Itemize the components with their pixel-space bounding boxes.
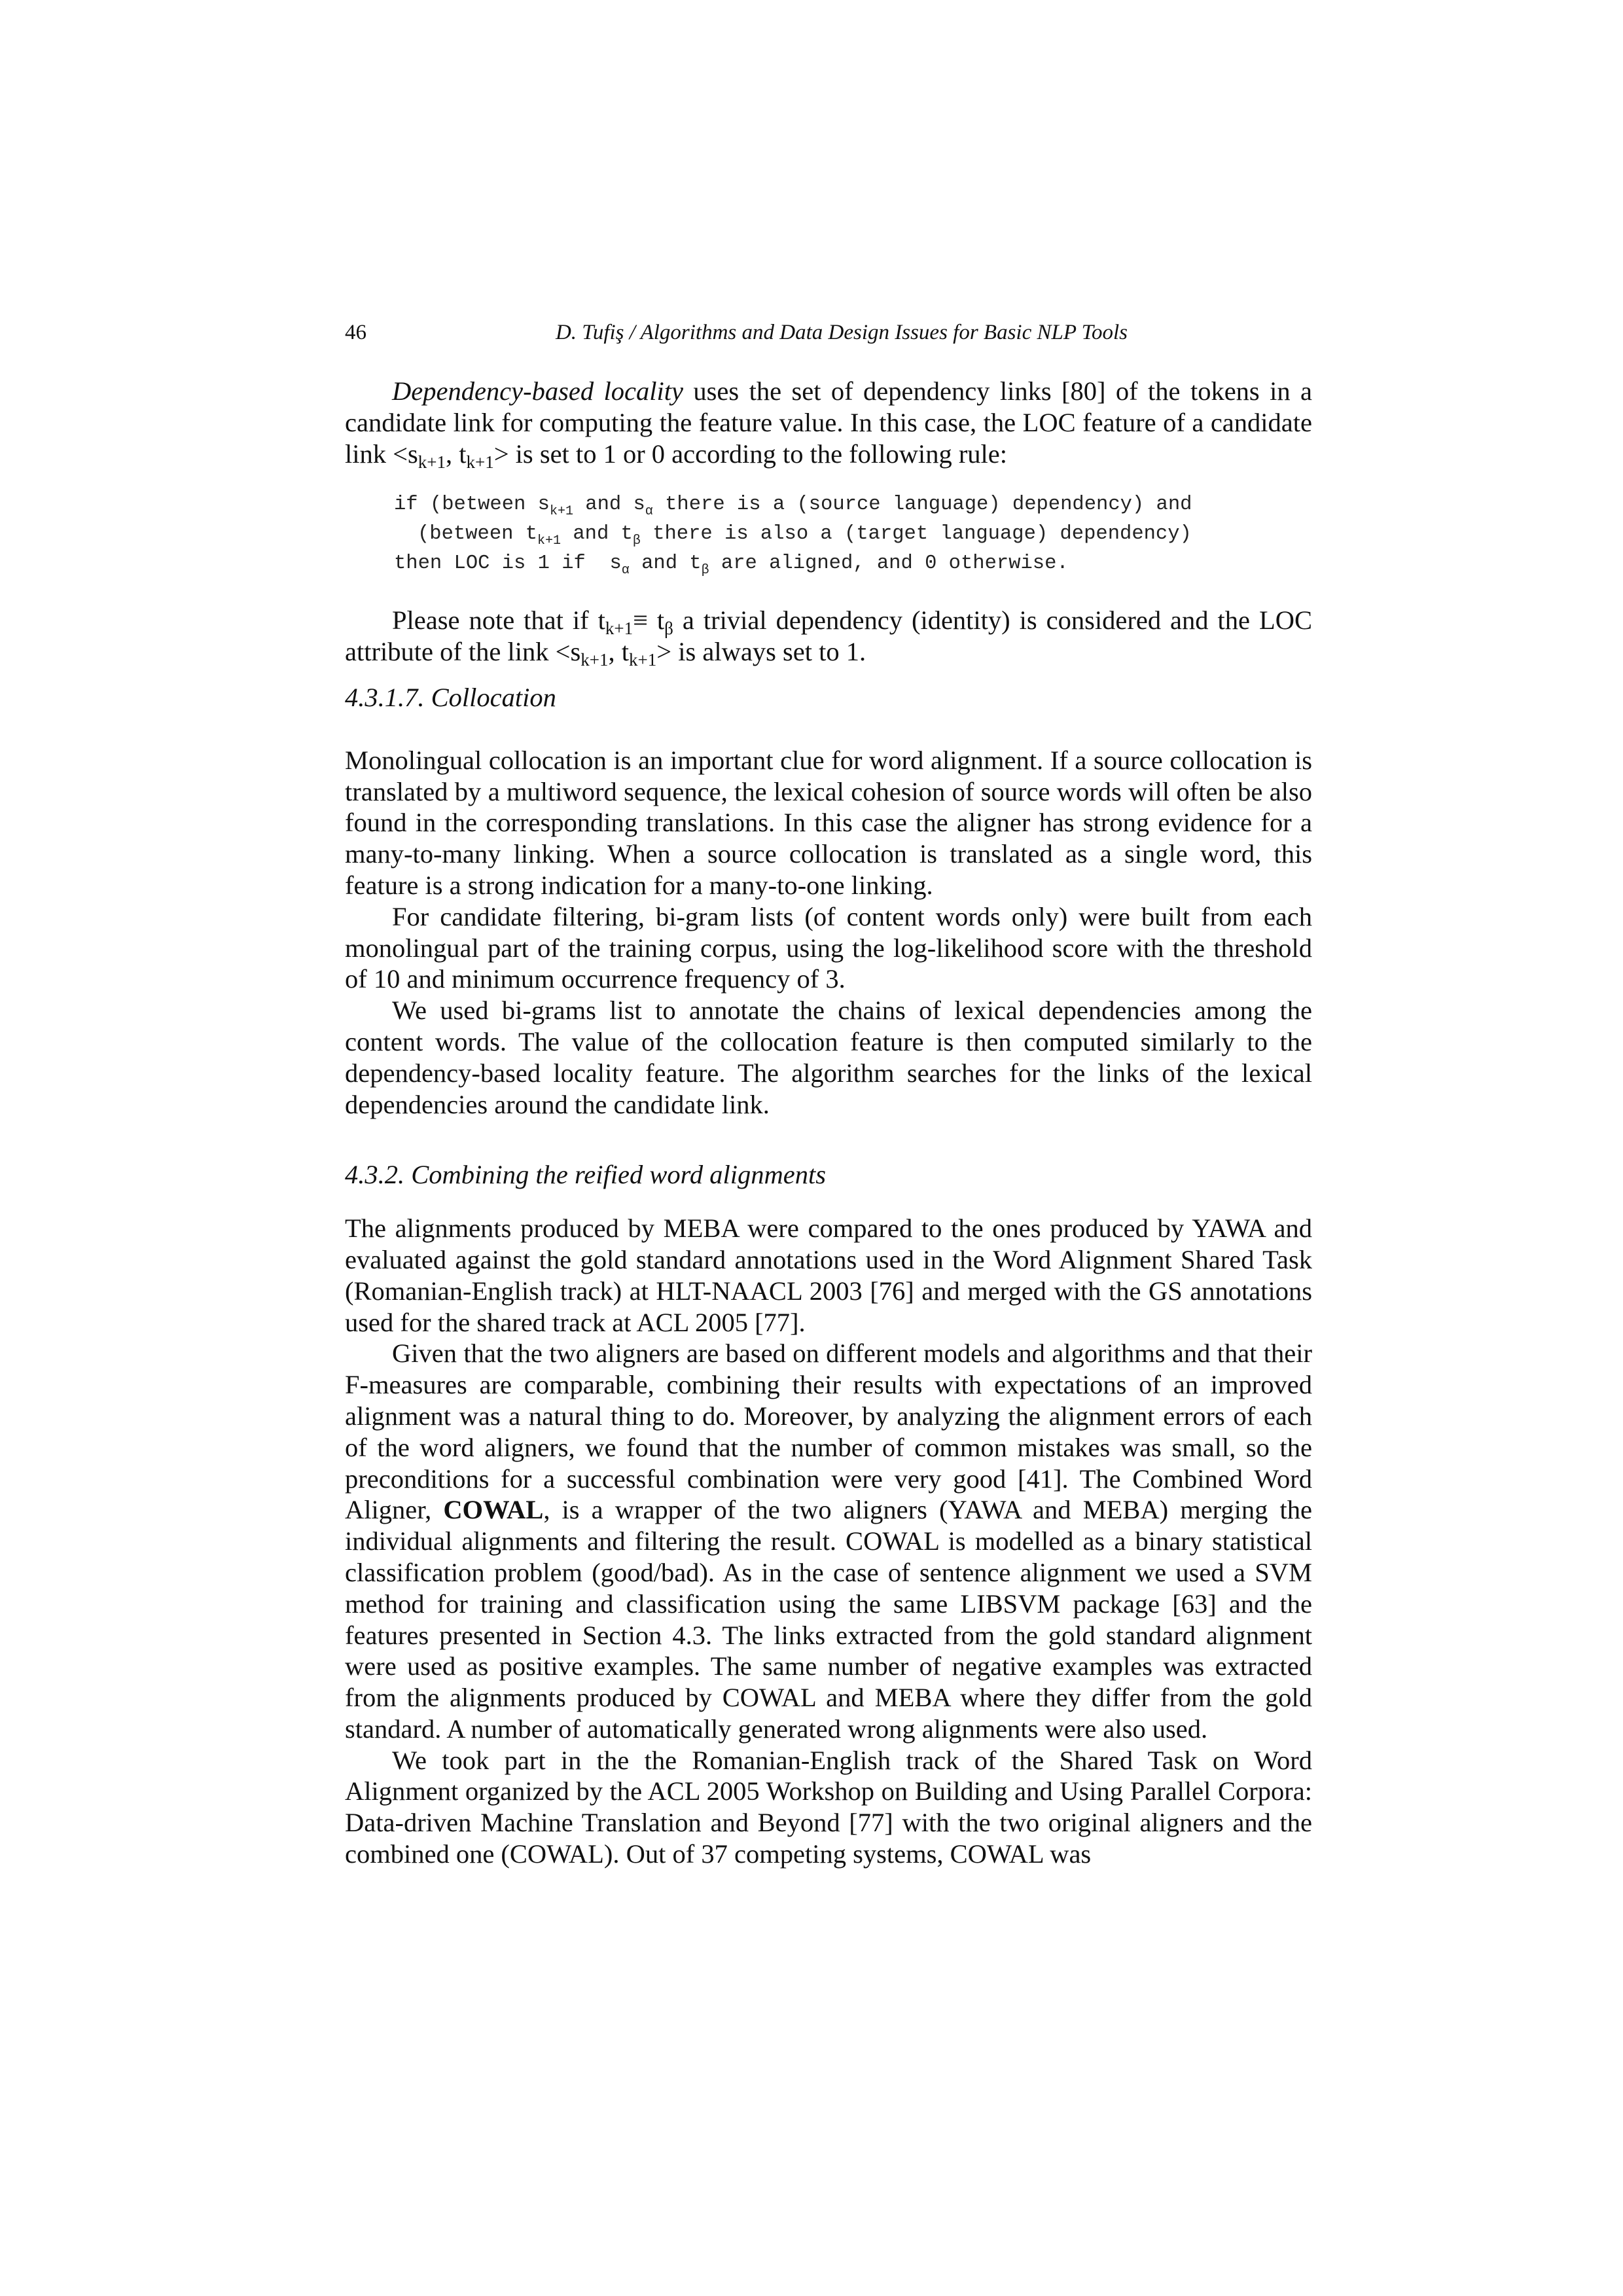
cowal-bold-term: COWAL	[443, 1495, 544, 1525]
loc-rule-code-block	[394, 490, 1312, 579]
code-line-2: (between $t_{k+1}$ and $t_\beta$ there is also a (target language) dependency)	[418, 523, 1192, 549]
term-dependency-based-locality: Dependency-based locality	[392, 376, 683, 406]
running-header	[345, 313, 1312, 352]
paragraph-combining-3: We took part in the the Romanian-English track of the Shared Task on Word Alignment organized by the ACL 2005 Workshop on Building and Using Parallel Corpora: Data-driven Machine Translation and Beyond [77] with the two original aligners and the combined one (COWAL). Out of 37 competing systems, COWAL was	[345, 1745, 1312, 1869]
paragraph-collocation-3: We used bi-grams list to annotate the chains of lexical dependencies among the content words. The value of the collocation feature is then computed similarly to the dependency-based locality feature. The algorithm searches for the links of the lexical dependencies around the candidate link.	[345, 996, 1312, 1119]
paragraph-dependency-locality: Dependency-based locality uses the set of dependency links [80] of the tokens in a candidate link for computing the feature value. In this case, the LOC feature of a candidate link $<s_{k+1}$, $t_{k+1}>$ is set to 1 or 0 according to the following rule:	[345, 376, 1313, 472]
section-heading-combining: 4.3.2. Combining the reified word alignments	[345, 1160, 826, 1190]
code-line-3: then LOC is 1 if $s_\alpha$ and $t_\beta$ are aligned, and 0 otherwise.	[394, 552, 1069, 579]
running-title: D. Tufiş / Algorithms and Data Design Issues for Basic NLP Tools	[555, 321, 1128, 344]
section-heading-collocation: 4.3.1.7. Collocation	[345, 682, 556, 712]
paragraph-trivial-dependency: Please note that if $t_{k+1}\equiv t_\beta$ a trivial dependency (identity) is considered and the LOC attribute of the link $<s_{k+1}$, $t_{k+1}>$ is always set to 1.	[345, 605, 1312, 670]
paragraph-combining-2: Given that the two aligners are based on different models and algorithms and that their F-measures are comparable, combining their results with expectations of an improved alignment was a natural thing to do. Moreover, by analyzing the alignment errors of each of the word aligners, we found that the number of common mistakes was small, so the preconditions for a successful combination were very good [41]. The Combined Word Aligner, COWAL, is a wrapper of the two aligners (YAWA and MEBA) merging the individual alignments and filtering the result. COWAL is modelled as a binary statistical classification problem (good/bad). As in the case of sentence alignment we used a SVM method for training and classification using the same LIBSVM package [63] and the features presented in Section 4.3. The links extracted from the gold standard alignment were used as positive examples. The same number of negative examples was extracted from the alignments produced by COWAL and MEBA where they differ from the gold standard. A number of automatically generated wrong alignments were also used.	[345, 1338, 1312, 1744]
page-number: 46	[345, 321, 366, 344]
document-page	[345, 313, 1312, 1870]
paragraph-collocation-1: Monolingual collocation is an important clue for word alignment. If a source collocation is translated by a multiword sequence, the lexical cohesion of source words will often be also found in the corresponding translations. In this case the aligner has strong evidence for a many-to-many linking. When a source collocation is translated as a single word, this feature is a strong indication for a many-to-one linking.	[345, 745, 1312, 900]
paragraph-collocation-2: For candidate filtering, bi-gram lists (of content words only) were built from each monolingual part of the training corpus, using the log-likelihood score with the threshold of 10 and minimum occurrence frequency of 3.	[345, 901, 1312, 994]
code-line-1: if (between $s_{k+1}$ and $s_\alpha$ there is a (source language) dependency) and	[394, 493, 1192, 520]
paragraph-combining-1: The alignments produced by MEBA were compared to the ones produced by YAWA and evaluated against the gold standard annotations used in the Word Alignment Shared Task (Romanian-English track) at HLT-NAACL 2003 [76] and merged with the GS annotations used for the shared track at ACL 2005 [77].	[345, 1213, 1312, 1337]
